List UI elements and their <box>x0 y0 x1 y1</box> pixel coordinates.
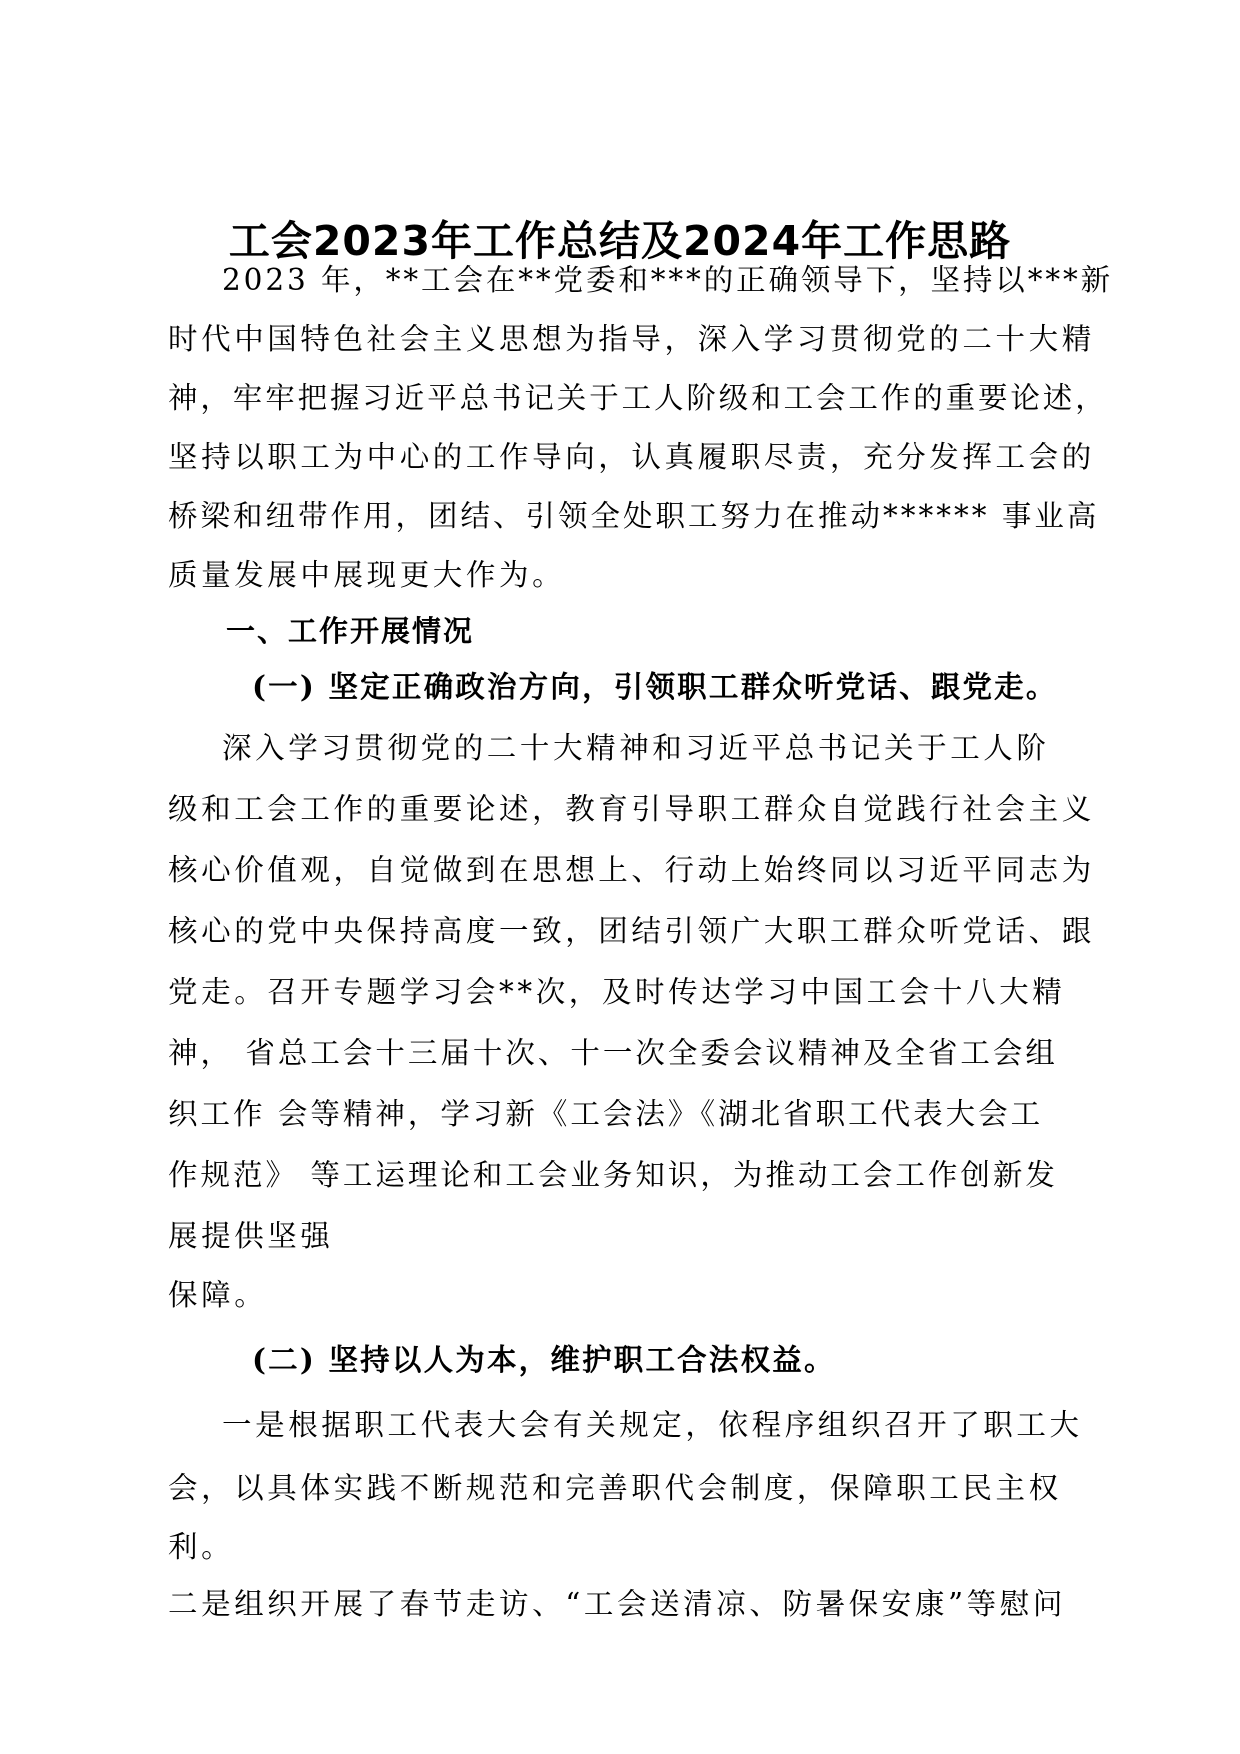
subsection1-line-6: 神， 省总工会十三届十次、十一次全委会议精神及全省工会组 <box>168 1036 1058 1070</box>
intro-line-3: 神，牢牢把握习近平总书记关于工人阶级和工会工作的重要论述， <box>168 381 1108 415</box>
intro-line-5: 桥梁和纽带作用，团结、引领全处职工努力在推动****** 事业高 <box>168 499 1100 533</box>
subsection1-line-3: 核心价值观，自觉做到在思想上、行动上始终同以习近平同志为 <box>168 853 1095 887</box>
section-heading: 一、工作开展情况 <box>226 614 475 648</box>
subsection1-line-5: 党走。召开专题学习会**次，及时传达学习中国工会十八大精 <box>168 975 1066 1009</box>
subsection1-line-9: 展提供坚强 <box>168 1219 334 1253</box>
subsection2-line-3: 利。 <box>168 1530 235 1564</box>
subsection2-line-4: 二是组织开展了春节走访、“工会送清凉、防暑保安康”等慰问 <box>168 1587 1066 1621</box>
intro-line-1: 2023 年，**工会在**党委和***的正确领导下，坚持以***新 <box>222 263 1114 297</box>
subsection2-line-2: 会，以具体实践不断规范和完善职代会制度，保障职工民主权 <box>168 1471 1062 1505</box>
subsection-heading-1: (一) 坚定正确政治方向，引领职工群众听党话、跟党走。 <box>252 669 1058 704</box>
subsection1-line-7: 织工作 会等精神，学习新《工会法》《湖北省职工代表大会工 <box>168 1097 1044 1131</box>
subsection1-line-10: 保障。 <box>168 1278 268 1312</box>
subsection2-line-1: 一是根据职工代表大会有关规定，依程序组织召开了职工大 <box>222 1408 1083 1442</box>
subsection1-line-1: 深入学习贯彻党的二十大精神和习近平总书记关于工人阶 <box>222 731 1050 765</box>
subsection1-line-2: 级和工会工作的重要论述，教育引导职工群众自觉践行社会主义 <box>168 792 1095 826</box>
intro-line-2: 时代中国特色社会主义思想为指导，深入学习贯彻党的二十大精 <box>168 322 1095 356</box>
intro-line-6: 质量发展中展现更大作为。 <box>168 558 566 592</box>
intro-line-4: 坚持以职工为中心的工作导向，认真履职尽责，充分发挥工会的 <box>168 440 1095 474</box>
subsection-heading-2: (二) 坚持以人为本，维护职工合法权益。 <box>252 1342 836 1377</box>
subsection1-line-4: 核心的党中央保持高度一致，团结引领广大职工群众听党话、跟 <box>168 914 1095 948</box>
document-title: 工会2023年工作总结及2024年工作思路 <box>228 217 1012 265</box>
subsection1-line-8: 作规范》 等工运理论和工会业务知识，为推动工会工作创新发 <box>168 1158 1058 1192</box>
